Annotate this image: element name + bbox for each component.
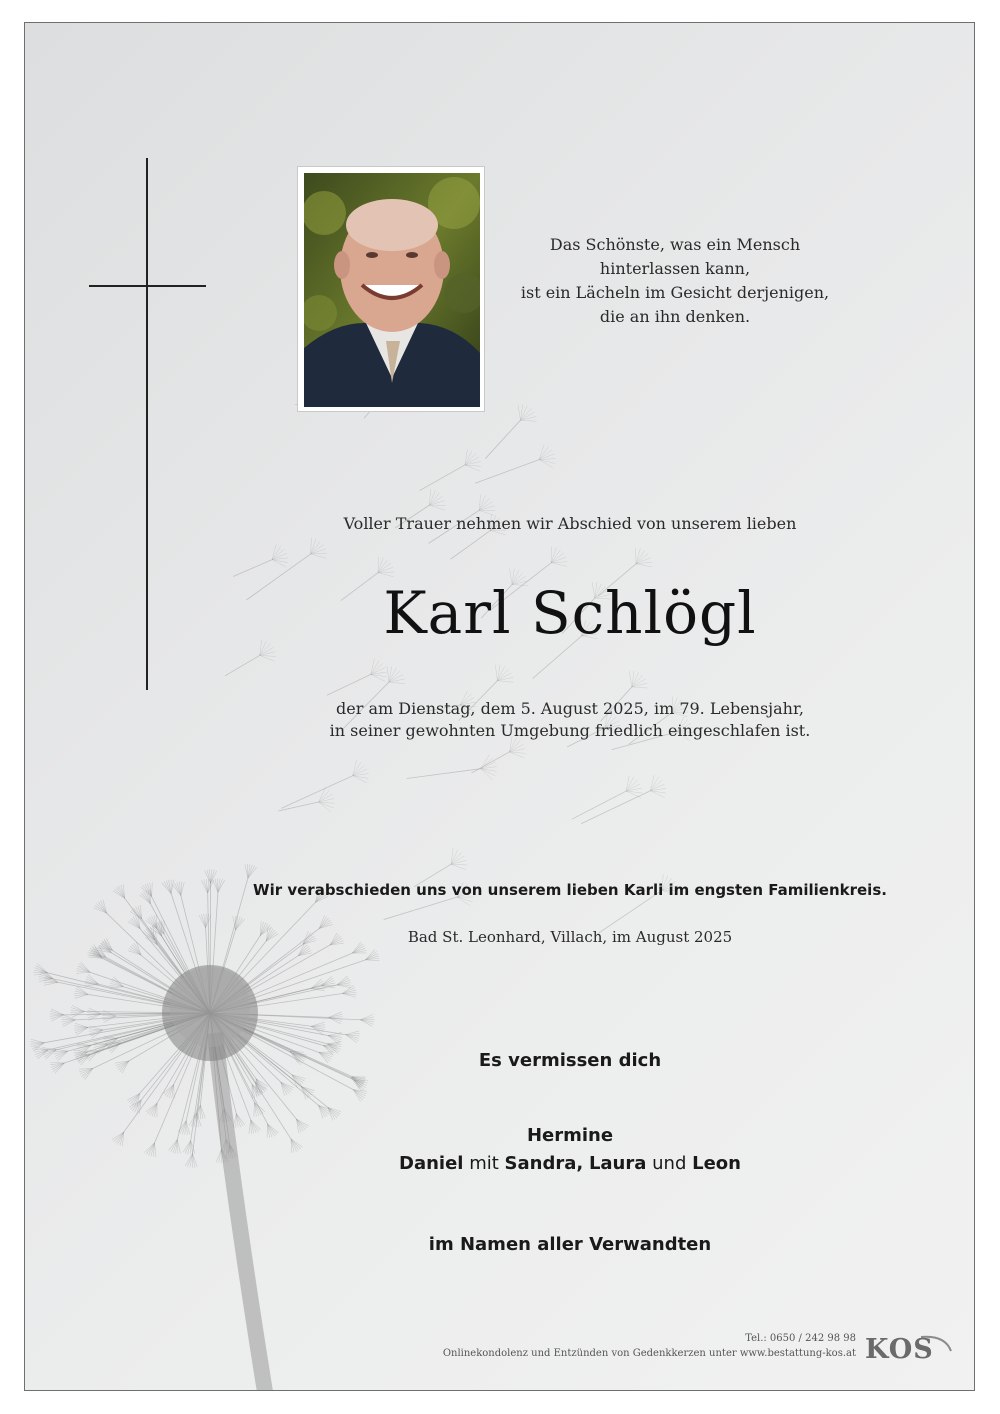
cross-horizontal-bar [89, 285, 206, 287]
conjunction: mit [469, 1153, 499, 1174]
mourners-list [245, 1122, 895, 1178]
intro-text: Voller Trauer nehmen wir Abschied von unserem lieben [343, 514, 797, 533]
mourner-name: Sandra, [504, 1153, 584, 1174]
mourner-name: Hermine [526, 1125, 614, 1146]
place-date: Bad St. Leonhard, Villach, im August 2025 [407, 928, 733, 946]
mourner-name: Leon [692, 1153, 741, 1174]
obituary-card [24, 22, 975, 1391]
missed-by-heading: Es vermissen dich [478, 1050, 662, 1071]
logo-text: KOS [865, 1334, 934, 1365]
quote-line: Das Schönste, was ein Mensch [549, 235, 801, 254]
cross-vertical-bar [146, 158, 148, 690]
mourner-name: Laura [588, 1153, 647, 1174]
footer-phone: Tel.: 0650 / 242 98 98 [745, 1333, 856, 1344]
portrait-photo [297, 166, 485, 412]
conjunction: und [652, 1153, 687, 1174]
farewell-text: Wir verabschieden uns von unserem lieben Karli im engsten Familienkreis. [253, 881, 887, 899]
mourner-name: Daniel [399, 1153, 464, 1174]
quote-line: hinterlassen kann, [599, 259, 751, 278]
death-notice [245, 698, 895, 742]
footer-contact [443, 1331, 856, 1361]
deceased-name: Karl Schlögl [383, 579, 757, 647]
death-notice-line: der am Dienstag, dem 5. August 2025, im 79. Lebensjahr, [336, 699, 804, 718]
quote-line: ist ein Lächeln im Gesicht derjenigen, [520, 283, 830, 302]
kos-logo [865, 1333, 955, 1367]
portrait-image [304, 173, 480, 407]
death-notice-line: in seiner gewohnten Umgebung friedlich eingeschlafen ist. [329, 721, 811, 740]
relatives-text: im Namen aller Verwandten [428, 1234, 712, 1255]
footer-online: Onlinekondolenz und Entzünden von Gedenkkerzen unter www.bestattung-kos.at [442, 1348, 856, 1359]
quote-line: die an ihn denken. [599, 307, 751, 326]
memorial-quote [495, 233, 855, 329]
